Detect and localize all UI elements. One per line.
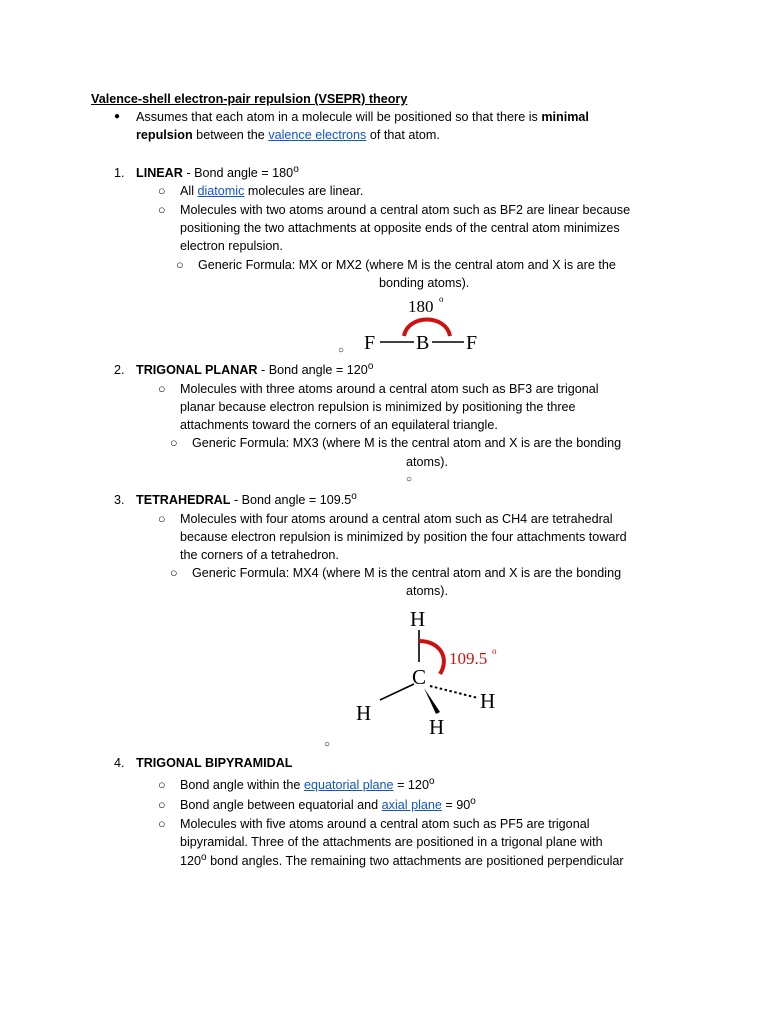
degree-mark: o [367, 361, 374, 372]
degree-mark: o [351, 491, 357, 502]
section-1-heading [136, 165, 299, 181]
bullet-circle: ○ [158, 203, 166, 217]
bullet-circle: ○ [324, 739, 331, 750]
section-3-number: 3. [114, 493, 125, 507]
section-3-heading [136, 492, 357, 508]
section-2-name: TRIGONAL PLANAR [136, 363, 258, 377]
bullet-circle: ○ [158, 512, 166, 526]
degree-mark: o [470, 796, 476, 807]
section-1-formula-line-1: Generic Formula: MX or MX2 (where M is the central atom and X is are the [198, 258, 616, 272]
section-1-item-2-line-2: positioning the two attachments at opposite ends of the central atom minimizes [180, 221, 620, 235]
section-3-name: TETRAHEDRAL [136, 493, 231, 507]
bf2-atom-right: F [466, 332, 478, 354]
item-text: Bond angle between equatorial and [180, 798, 382, 812]
section-1-item-2-line-3: electron repulsion. [180, 239, 283, 253]
section-3-item-1-line-2: because electron repulsion is minimized by position the four attachments toward [180, 530, 627, 544]
item-text: All [180, 184, 198, 198]
bullet-circle: ○ [158, 798, 166, 812]
link-axial-plane[interactable]: axial plane [381, 798, 442, 812]
degree-mark: o [293, 164, 299, 175]
intro-line-2 [136, 127, 440, 143]
item-text: bond angles. The remaining two attachments are positioned perpendicular [206, 854, 624, 868]
ch4-atom-left: H [356, 701, 372, 725]
bf2-atom-center: B [416, 332, 430, 354]
section-3-item-1-line-3: the corners of a tetrahedron. [180, 548, 339, 562]
bullet-circle: ○ [170, 566, 178, 580]
degree-mark: o [428, 776, 435, 787]
section-2-item-1-line-1: Molecules with three atoms around a central atom such as BF3 are trigonal [180, 382, 599, 396]
bullet-circle: ○ [158, 184, 166, 198]
section-4-item-2 [180, 797, 476, 813]
ch4-bond-left [380, 684, 414, 700]
section-1-name: LINEAR [136, 166, 183, 180]
section-2-formula-line-2: atoms). [406, 455, 448, 469]
section-3-formula-line-1: Generic Formula: MX4 (where M is the central atom and X is are the bonding [192, 566, 622, 580]
section-2-formula-line-1: Generic Formula: MX3 (where M is the central atom and X is are the bonding [192, 436, 622, 450]
section-3-angle: - Bond angle = 109.5 [230, 493, 352, 507]
ch4-angle-label: 109.5 [449, 649, 488, 668]
section-1-angle: - Bond angle = 180 [182, 166, 294, 180]
section-3-formula-line-2: atoms). [406, 584, 448, 598]
section-1-item-2-line-1: Molecules with two atoms around a central atom such as BF2 are linear because [180, 203, 631, 217]
bf2-angle-degree: o [439, 294, 444, 304]
bullet-circle: ○ [406, 474, 413, 485]
section-4-item-3-line-1: Molecules with five atoms around a central atom such as PF5 are trigonal [180, 817, 590, 831]
bf2-atom-left: F [364, 332, 376, 354]
section-2-angle: - Bond angle = 120 [257, 363, 368, 377]
ch4-angle-degree: o [492, 646, 497, 656]
intro-text-mid: between the [192, 128, 269, 142]
section-2-number: 2. [114, 363, 125, 377]
intro-text-post: of that atom. [366, 128, 440, 142]
section-1-number: 1. [114, 166, 125, 180]
ch4-atom-top: H [410, 607, 426, 631]
section-1-formula-line-2: bonding atoms). [379, 276, 470, 290]
ch4-atom-center: C [412, 665, 427, 689]
section-2-item-1-line-3: attachments toward the corners of an equilateral triangle. [180, 418, 498, 432]
ch4-atom-bottom: H [429, 715, 445, 739]
bullet-circle: ○ [158, 817, 166, 831]
bullet-circle: ○ [158, 778, 166, 792]
document-title: Valence-shell electron-pair repulsion (VSEPR) theory [91, 92, 408, 106]
item-text: 120 [180, 854, 202, 868]
intro-line-1 [136, 109, 589, 125]
section-4-item-3-line-2: bipyramidal. Three of the attachments are positioned in a trigonal plane with [180, 835, 603, 849]
section-4-item-1 [180, 777, 435, 793]
bullet-circle: ○ [158, 382, 166, 396]
link-diatomic[interactable]: diatomic [197, 184, 245, 198]
bullet-circle: ○ [338, 345, 345, 356]
section-4-name: TRIGONAL BIPYRAMIDAL [136, 756, 293, 770]
intro-text: Assumes that each atom in a molecule will be positioned so that there is [136, 110, 542, 124]
bullet-circle: ○ [176, 258, 184, 272]
section-4-item-3-line-3 [180, 853, 624, 869]
intro-bold-minimal: minimal [541, 110, 589, 124]
intro-bold-repulsion: repulsion [136, 128, 193, 142]
link-equatorial-plane[interactable]: equatorial plane [303, 778, 394, 792]
ch4-wedge-bond [424, 688, 440, 714]
item-text: = 90 [441, 798, 471, 812]
section-2-heading [136, 362, 373, 378]
item-text: molecules are linear. [244, 184, 364, 198]
bf2-diagram [360, 292, 490, 358]
bf2-angle-label: 180 [408, 297, 434, 316]
section-2-item-1-line-2: planar because electron repulsion is minimized by positioning the three [180, 400, 576, 414]
item-text: Bond angle within the [180, 778, 304, 792]
bullet-circle: ○ [170, 436, 178, 450]
section-3-item-1-line-1: Molecules with four atoms around a central atom such as CH4 are tetrahedral [180, 512, 613, 526]
section-4-number: 4. [114, 756, 125, 770]
ch4-atom-right: H [480, 689, 496, 713]
section-1-item-1 [180, 183, 363, 199]
ch4-dash-bond [430, 686, 478, 698]
bullet-disc: ● [114, 111, 121, 122]
degree-mark: o [201, 852, 207, 863]
ch4-diagram [350, 604, 510, 740]
item-text: = 120 [393, 778, 429, 792]
link-valence-electrons[interactable]: valence electrons [268, 128, 367, 142]
